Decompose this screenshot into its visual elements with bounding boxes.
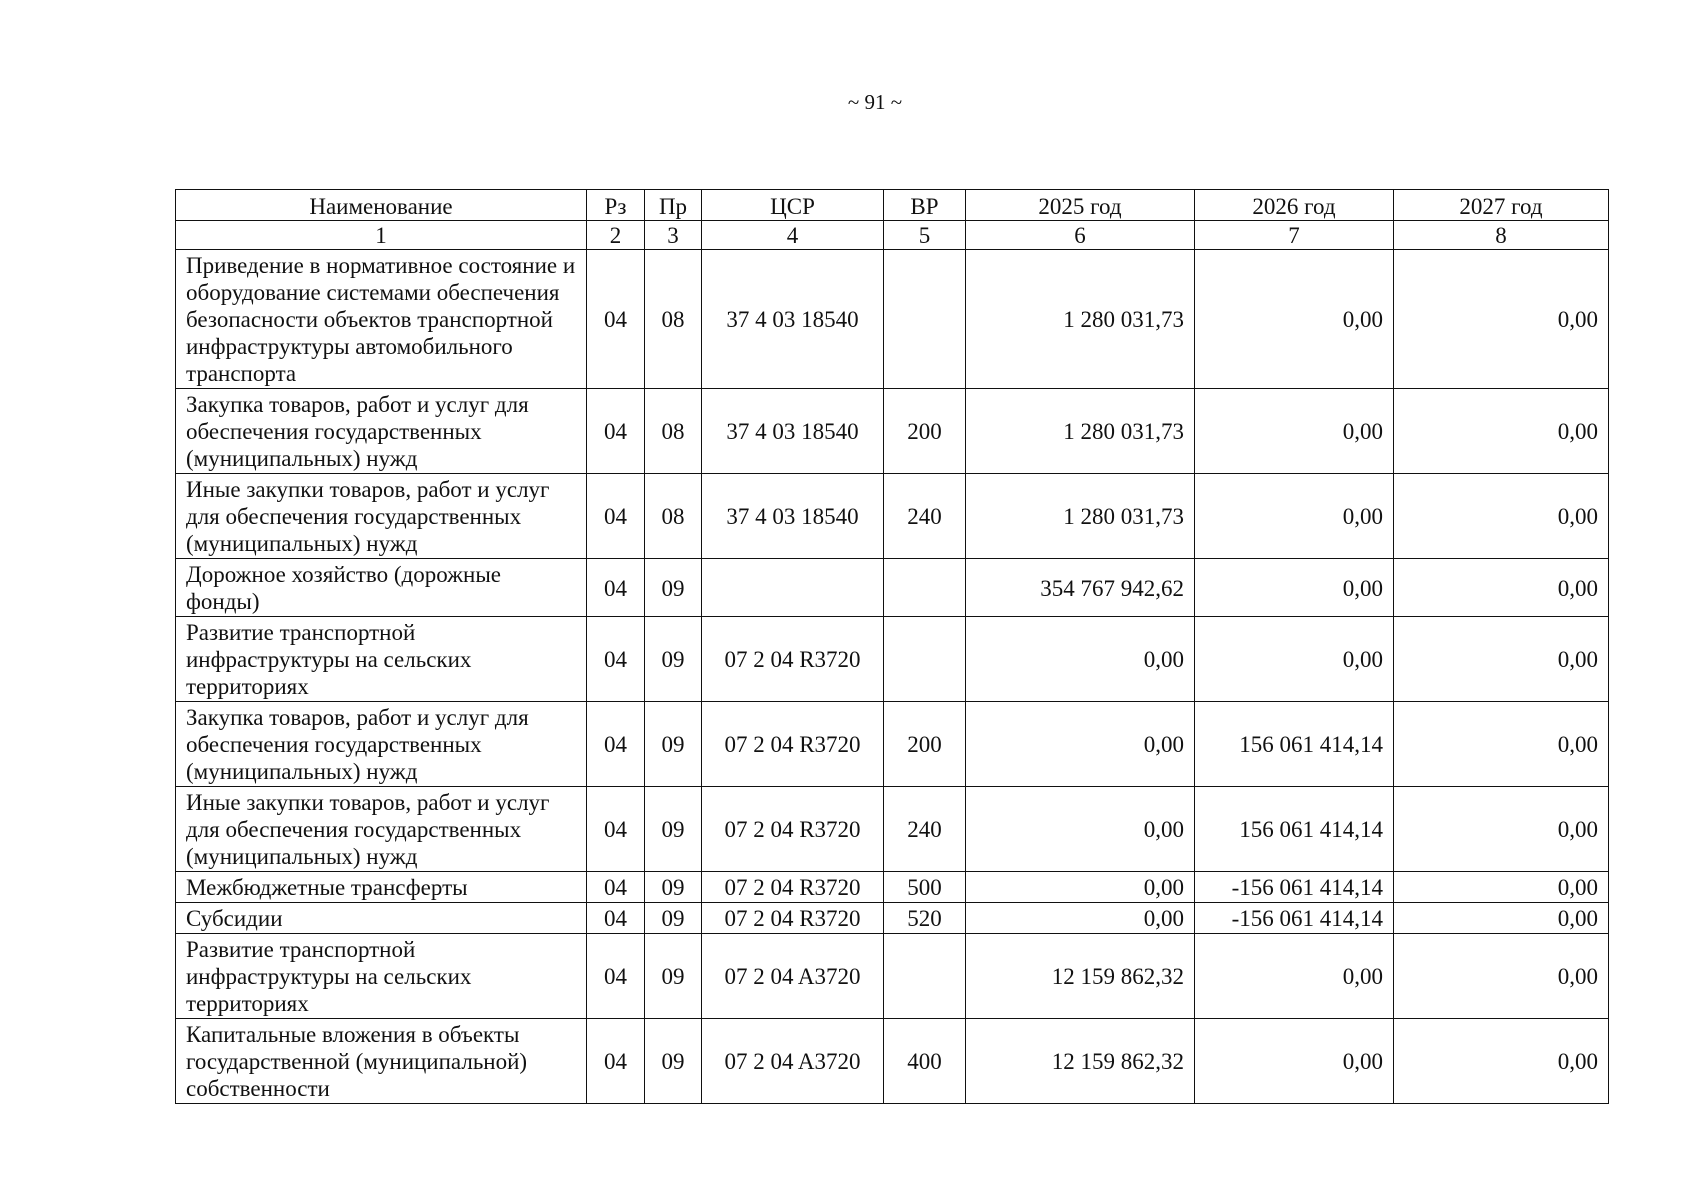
budget-table — [175, 189, 1609, 1104]
cell-2027: 0,00 — [1394, 474, 1609, 559]
cell-csr: 37 4 03 18540 — [702, 389, 884, 474]
table-header-row — [176, 190, 1609, 221]
cell-name: Дорожное хозяйство (дорожные фонды) — [176, 559, 587, 617]
cell-vr — [884, 559, 966, 617]
column-number: 6 — [966, 221, 1195, 250]
cell-rz: 04 — [587, 389, 645, 474]
cell-2025: 1 280 031,73 — [966, 389, 1195, 474]
cell-rz: 04 — [587, 702, 645, 787]
header-2027: 2027 год — [1394, 190, 1609, 221]
cell-2026: -156 061 414,14 — [1195, 903, 1394, 934]
cell-name: Закупка товаров, работ и услуг для обеспечения государственных (муниципальных) нужд — [176, 389, 587, 474]
column-number: 4 — [702, 221, 884, 250]
cell-csr: 07 2 04 R3720 — [702, 787, 884, 872]
cell-csr: 07 2 04 R3720 — [702, 617, 884, 702]
cell-pr: 08 — [645, 474, 702, 559]
cell-name: Закупка товаров, работ и услуг для обеспечения государственных (муниципальных) нужд — [176, 702, 587, 787]
table-row — [176, 872, 1609, 903]
cell-pr: 09 — [645, 903, 702, 934]
cell-vr — [884, 617, 966, 702]
cell-csr: 07 2 04 A3720 — [702, 1019, 884, 1104]
cell-2025: 12 159 862,32 — [966, 1019, 1195, 1104]
cell-2026: 0,00 — [1195, 474, 1394, 559]
cell-rz: 04 — [587, 872, 645, 903]
cell-pr: 09 — [645, 872, 702, 903]
cell-2027: 0,00 — [1394, 903, 1609, 934]
column-number: 8 — [1394, 221, 1609, 250]
cell-2027: 0,00 — [1394, 1019, 1609, 1104]
cell-rz: 04 — [587, 934, 645, 1019]
cell-name: Иные закупки товаров, работ и услуг для обеспечения государственных (муниципальных) нужд — [176, 787, 587, 872]
cell-name: Субсидии — [176, 903, 587, 934]
cell-2027: 0,00 — [1394, 250, 1609, 389]
header-rz: Рз — [587, 190, 645, 221]
header-2025: 2025 год — [966, 190, 1195, 221]
cell-2026: 156 061 414,14 — [1195, 787, 1394, 872]
cell-2025: 0,00 — [966, 872, 1195, 903]
cell-2027: 0,00 — [1394, 702, 1609, 787]
cell-csr: 07 2 04 R3720 — [702, 903, 884, 934]
cell-name: Приведение в нормативное состояние и оборудование системами обеспечения безопасности объектов транспортной инфраструктуры автомобильного транспорта — [176, 250, 587, 389]
cell-2026: 156 061 414,14 — [1195, 702, 1394, 787]
cell-vr: 240 — [884, 474, 966, 559]
cell-2025: 1 280 031,73 — [966, 250, 1195, 389]
cell-2026: 0,00 — [1195, 559, 1394, 617]
cell-rz: 04 — [587, 250, 645, 389]
cell-2026: 0,00 — [1195, 617, 1394, 702]
cell-2027: 0,00 — [1394, 389, 1609, 474]
cell-vr — [884, 934, 966, 1019]
cell-name: Развитие транспортной инфраструктуры на сельских территориях — [176, 617, 587, 702]
cell-name: Капитальные вложения в объекты государственной (муниципальной) собственности — [176, 1019, 587, 1104]
table-row — [176, 702, 1609, 787]
table-row — [176, 389, 1609, 474]
cell-2026: -156 061 414,14 — [1195, 872, 1394, 903]
cell-vr — [884, 250, 966, 389]
column-number: 2 — [587, 221, 645, 250]
column-number: 7 — [1195, 221, 1394, 250]
table-row — [176, 934, 1609, 1019]
cell-vr: 520 — [884, 903, 966, 934]
header-csr: ЦСР — [702, 190, 884, 221]
column-number: 3 — [645, 221, 702, 250]
cell-csr — [702, 559, 884, 617]
cell-vr: 400 — [884, 1019, 966, 1104]
cell-2027: 0,00 — [1394, 617, 1609, 702]
cell-pr: 09 — [645, 1019, 702, 1104]
cell-2025: 0,00 — [966, 787, 1195, 872]
cell-csr: 07 2 04 R3720 — [702, 872, 884, 903]
header-name: Наименование — [176, 190, 587, 221]
table-row — [176, 250, 1609, 389]
cell-rz: 04 — [587, 1019, 645, 1104]
cell-pr: 09 — [645, 617, 702, 702]
header-2026: 2026 год — [1195, 190, 1394, 221]
cell-csr: 07 2 04 A3720 — [702, 934, 884, 1019]
cell-2027: 0,00 — [1394, 559, 1609, 617]
cell-rz: 04 — [587, 787, 645, 872]
header-vr: ВР — [884, 190, 966, 221]
cell-name: Межбюджетные трансферты — [176, 872, 587, 903]
cell-vr: 200 — [884, 389, 966, 474]
table-row — [176, 559, 1609, 617]
cell-rz: 04 — [587, 903, 645, 934]
cell-rz: 04 — [587, 474, 645, 559]
table-row — [176, 474, 1609, 559]
cell-pr: 08 — [645, 250, 702, 389]
cell-csr: 07 2 04 R3720 — [702, 702, 884, 787]
cell-2025: 12 159 862,32 — [966, 934, 1195, 1019]
table-row — [176, 1019, 1609, 1104]
cell-pr: 09 — [645, 787, 702, 872]
table-row — [176, 787, 1609, 872]
cell-2025: 0,00 — [966, 702, 1195, 787]
cell-vr: 500 — [884, 872, 966, 903]
cell-2025: 1 280 031,73 — [966, 474, 1195, 559]
cell-pr: 09 — [645, 702, 702, 787]
cell-rz: 04 — [587, 617, 645, 702]
cell-2025: 0,00 — [966, 903, 1195, 934]
cell-2025: 0,00 — [966, 617, 1195, 702]
cell-pr: 09 — [645, 934, 702, 1019]
cell-name: Развитие транспортной инфраструктуры на сельских территориях — [176, 934, 587, 1019]
page-number: ~ 91 ~ — [847, 90, 903, 114]
column-number: 5 — [884, 221, 966, 250]
table-row — [176, 903, 1609, 934]
cell-2027: 0,00 — [1394, 934, 1609, 1019]
cell-2027: 0,00 — [1394, 787, 1609, 872]
table-row — [176, 617, 1609, 702]
cell-2026: 0,00 — [1195, 1019, 1394, 1104]
cell-vr: 240 — [884, 787, 966, 872]
cell-csr: 37 4 03 18540 — [702, 474, 884, 559]
column-number: 1 — [176, 221, 587, 250]
cell-pr: 08 — [645, 389, 702, 474]
cell-rz: 04 — [587, 559, 645, 617]
cell-2025: 354 767 942,62 — [966, 559, 1195, 617]
cell-name: Иные закупки товаров, работ и услуг для обеспечения государственных (муниципальных) нужд — [176, 474, 587, 559]
header-pr: Пр — [645, 190, 702, 221]
column-number-row — [176, 221, 1609, 250]
cell-vr: 200 — [884, 702, 966, 787]
cell-2026: 0,00 — [1195, 934, 1394, 1019]
cell-2026: 0,00 — [1195, 389, 1394, 474]
cell-2027: 0,00 — [1394, 872, 1609, 903]
cell-pr: 09 — [645, 559, 702, 617]
cell-2026: 0,00 — [1195, 250, 1394, 389]
cell-csr: 37 4 03 18540 — [702, 250, 884, 389]
